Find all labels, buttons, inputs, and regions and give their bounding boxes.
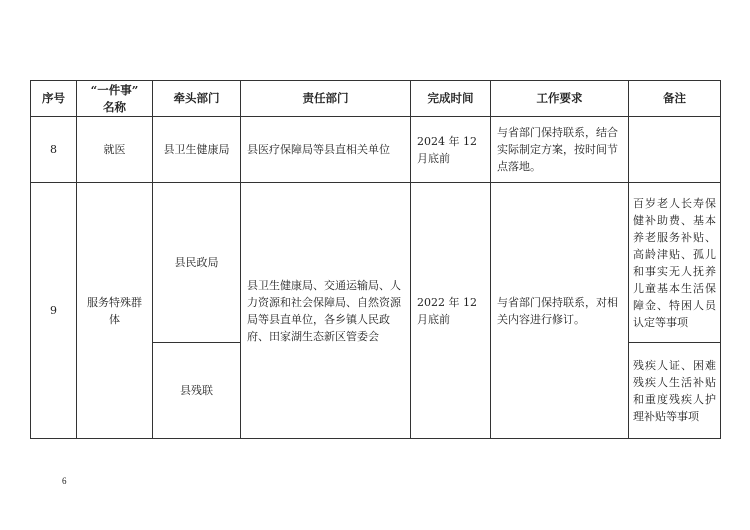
row-item: 服务特殊群体 [77,183,153,439]
row-requirement: 与省部门保持联系，结合实际制定方案，按时间节点落地。 [491,117,629,183]
header-item-line2: 名称 [103,99,126,114]
row-resp-dept: 县医疗保障局等县直相关单位 [241,117,411,183]
table-row [31,117,721,183]
row-resp-dept: 县卫生健康局、交通运输局、人力资源和社会保障局、自然资源局等县直单位，各乡镇人民政府、田家湖生态新区管委会 [241,183,411,439]
header-lead-dept: 牵头部门 [153,81,241,117]
header-item-line1: “一件事” [90,82,139,97]
page-number: 6 [62,476,67,486]
row-notes-2: 残疾人证、困难残疾人生活补贴和重度残疾人护理补贴等事项 [629,343,721,439]
row-lead-dept-1: 县民政局 [153,183,241,343]
row-notes-1: 百岁老人长寿保健补助费、基本养老服务补贴、高龄津贴、孤儿和事实无人抚养儿童基本生活保障金、特困人员认定等事项 [629,183,721,343]
row-item: 就医 [77,117,153,183]
header-requirement: 工作要求 [491,81,629,117]
row-requirement: 与省部门保持联系，对相关内容进行修订。 [491,183,629,439]
row-lead-dept-2: 县残联 [153,343,241,439]
row-seq: 9 [31,183,77,439]
table-header-row [31,81,721,117]
header-seq: 序号 [31,81,77,117]
task-table [30,80,721,439]
row-seq: 8 [31,117,77,183]
header-resp-dept: 责任部门 [241,81,411,117]
header-item [77,81,153,117]
row-notes [629,117,721,183]
row-deadline: 2024 年 12 月底前 [411,117,491,183]
row-lead-dept: 县卫生健康局 [153,117,241,183]
row-deadline: 2022 年 12 月底前 [411,183,491,439]
header-deadline: 完成时间 [411,81,491,117]
table-row [31,183,721,343]
header-notes: 备注 [629,81,721,117]
